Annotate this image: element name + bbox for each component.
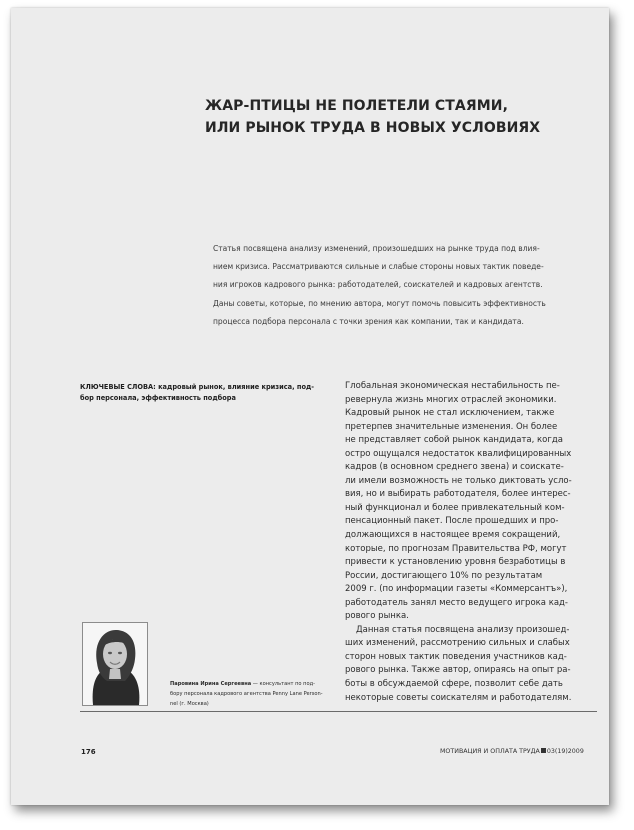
author-info (170, 679, 350, 709)
author-line: бору персонала кадрового агентства Penny Lane Person- (170, 691, 323, 697)
body-line: которые, по прогнозам Правительства РФ, могут (345, 543, 567, 554)
body-line: боты в обсуждаемой сфере, позволит себе дать (345, 679, 563, 690)
journal-info (440, 748, 584, 755)
square-bullet-icon (541, 748, 546, 753)
abstract-line: процесса подбора персонала с точки зрения как компании, так и кандидата. (213, 316, 524, 326)
abstract-line: Даны советы, которые, по мнению автора, могут помочь повысить эффективность (213, 298, 546, 308)
body-line: претерпев значительные изменения. Он более (345, 421, 558, 432)
abstract-line: Статья посвящена анализу изменений, произошедших на рынке труда под влия- (213, 244, 540, 253)
body-line: рового рынка. Также автор, опираясь на опыт ра- (345, 665, 571, 676)
body-line: сторон новых тактик поведения участников кад- (345, 651, 567, 662)
keywords-line: КЛЮЧЕВЫЕ СЛОВА: кадровый рынок, влияние кризиса, под- (80, 383, 315, 391)
abstract-line: ния игроков кадрового рынка: работодателей, соискателей и кадровых агентств. (213, 280, 543, 290)
title-line: ЖАР-ПТИЦЫ НЕ ПОЛЕТЕЛИ СТАЯМИ, (205, 98, 508, 114)
footer-divider (80, 711, 597, 712)
body-line: пенсационный пакет. После прошедших и про- (345, 516, 559, 527)
author-role: — консультант по под- (251, 681, 315, 687)
abstract-line: нием кризиса. Рассматриваются сильные и слабые стороны новых тактик поведе- (213, 262, 544, 272)
body-line: ли имели возможность не только диктовать усло- (345, 475, 572, 486)
author-line (170, 679, 350, 689)
body-line: вия, но и выбирать работодателя, более интерес- (345, 489, 571, 500)
keywords-line: бор персонала, эффективность подбора (80, 393, 236, 402)
body-line: России, достигающего 10% по результатам (345, 570, 543, 581)
body-line: ревернула жизнь многих отраслей экономики. (345, 394, 557, 405)
author-portrait-image (83, 623, 147, 705)
body-line: Глобальная экономическая нестабильность пе- (345, 381, 560, 391)
body-line: привести к установлению уровня безработицы в (345, 557, 566, 568)
body-line: остро ощущался недостаток квалифицированных (345, 448, 572, 459)
body-line: некоторые советы соискателям и работодателям. (345, 692, 572, 703)
author-photo (82, 622, 148, 706)
body-line: ших изменений, рассмотрению сильных и слабых (345, 638, 570, 649)
author-name: Паровина Ирина Сергеевна (170, 681, 252, 687)
body-line: не представляет собой рынок кандидата, когда (345, 435, 563, 446)
body-line: рового рынка. (345, 611, 409, 622)
body-line: кадров (в основном среднего звена) и соискате- (345, 462, 564, 473)
body-line: Кадровый рынок не стал исключением, также (345, 408, 555, 419)
article-title (205, 95, 565, 139)
body-line: Данная статья посвящена анализу произошед- (356, 624, 570, 635)
body-line: ный функционал и более привлекательный ком- (345, 502, 565, 513)
body-paragraph (345, 624, 607, 705)
body-line: 2009 г. (по информации газеты «Коммерсантъ»), (345, 584, 568, 595)
body-line: должающихся в настоящее время сокращений, (345, 530, 561, 541)
body-line: работодатель занял место ведущего игрока кад- (345, 597, 568, 608)
journal-issue: 03(19)2009 (546, 748, 584, 755)
author-line: nel (г. Москва) (170, 701, 209, 707)
article-abstract (213, 240, 591, 331)
article-body (345, 380, 607, 705)
journal-name: МОТИВАЦИЯ И ОПЛАТА ТРУДА (440, 748, 540, 755)
title-line: ИЛИ РЫНОК ТРУДА В НОВЫХ УСЛОВИЯХ (205, 120, 541, 136)
keywords (80, 382, 330, 404)
page-number: 176 (81, 748, 96, 756)
body-paragraph (345, 380, 607, 624)
magazine-page (11, 8, 609, 805)
